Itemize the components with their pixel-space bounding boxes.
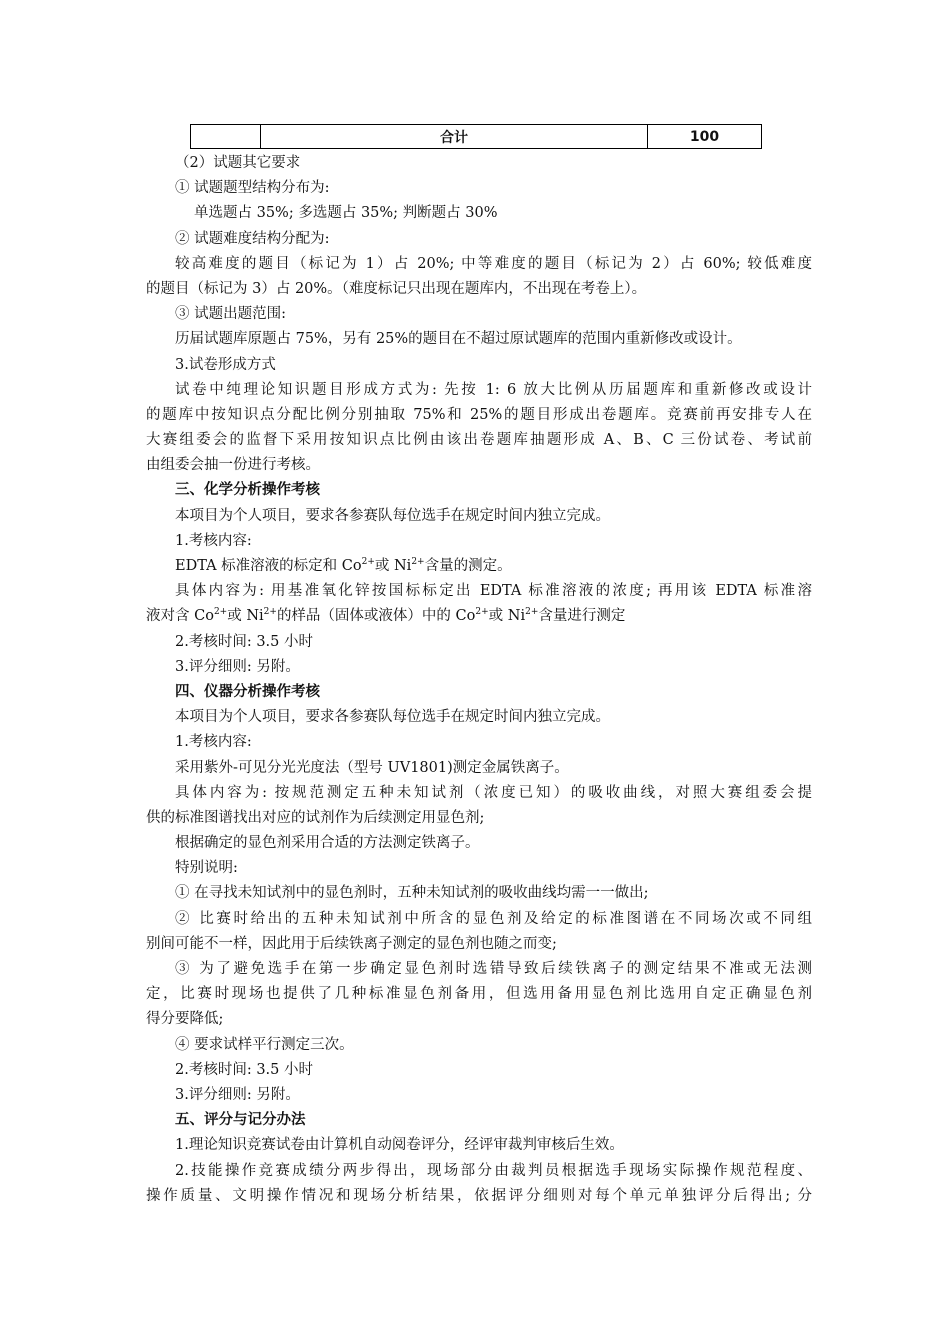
superscript: 2+ (475, 607, 489, 618)
paragraph-line: 1.考核内容: (175, 734, 252, 751)
section-subheading: 3.试卷形成方式 (175, 356, 276, 373)
paragraph-line: 2.考核时间: 3.5 小时 (175, 633, 313, 650)
section-heading-scoring: 五、评分与记分办法 (175, 1112, 306, 1129)
paragraph-line: 的题库中按知识点分配比例分别抽取 75%和 25%的题目形成出卷题库。竞赛前再安排专人在 (146, 406, 812, 423)
paragraph-line (146, 604, 812, 629)
paragraph-line: ① 试题题型结构分布为: (175, 180, 330, 197)
paragraph-line: 本项目为个人项目，要求各参赛队每位选手在规定时间内独立完成。 (175, 709, 610, 726)
paragraph-line: 历届试题库原题占 75%，另有 25%的题目在不超过原试题库的范围内重新修改或设计。 (175, 331, 742, 348)
paragraph-line: 1.考核内容: (175, 532, 252, 549)
text-run: 含量的测定。 (424, 558, 512, 574)
table-row (191, 125, 762, 149)
text-run: 或 Ni (488, 608, 526, 625)
document-body (146, 151, 812, 1209)
paragraph-line: 3.评分细则: 另附。 (175, 1086, 300, 1103)
text-run: 液对含 Co (146, 608, 214, 625)
table-cell-total-label: 合计 (261, 125, 648, 149)
paragraph-line: 2.技能操作竞赛成绩分两步得出，现场部分由裁判员根据选手现场实际操作规范程度、 (175, 1162, 812, 1179)
paragraph-line: ③ 为了避免选手在第一步确定显色剂时选错导致后续铁离子的测定结果不准或无法测 (175, 961, 812, 977)
text-run: 含量进行测定 (538, 608, 626, 625)
paragraph-line: （2）试题其它要求 (175, 155, 301, 171)
paragraph-line: ④ 要求试样平行测定三次。 (175, 1036, 354, 1053)
paragraph-line: 的题目（标记为 3）占 20%。（难度标记只出现在题库内，不出现在考卷上）。 (146, 280, 647, 297)
paragraph-line: 较高难度的题目（标记为 1）占 20%; 中等难度的题目（标记为 2）占 60%; 较低难度 (175, 255, 812, 272)
text-run: EDTA 标准溶液的标定和 Co (175, 558, 362, 574)
paragraph-line: 供的标准图谱找出对应的试剂作为后续测定用显色剂; (146, 809, 485, 826)
text-run: 或 Ni (374, 558, 412, 574)
text-run: 的样品（固体或液体）中的 Co (276, 608, 476, 625)
superscript: 2+ (361, 557, 375, 568)
paragraph-line (146, 554, 812, 579)
paragraph-line: 得分要降低; (146, 1011, 224, 1028)
paragraph-line: 采用紫外-可见分光光度法（型号 UV1801)测定金属铁离子。 (175, 759, 569, 776)
paragraph-line: ③ 试题出题范围: (175, 306, 286, 323)
paragraph-line: 1.理论知识竞赛试卷由计算机自动阅卷评分，经评审裁判审核后生效。 (175, 1137, 624, 1154)
paragraph-line: 具体内容为: 用基准氧化锌按国标标定出 EDTA 标准溶液的浓度; 再用该 EDTA 标准溶 (175, 583, 812, 600)
section-heading-chemical-analysis: 三、化学分析操作考核 (175, 482, 320, 499)
paragraph-line: 单选题占 35%; 多选题占 35%; 判断题占 30% (194, 205, 498, 222)
paragraph-line: 试卷中纯理论知识题目形成方式为: 先按 1: 6 放大比例从历届题库和重新修改或设计 (175, 381, 812, 398)
superscript: 2+ (213, 607, 228, 618)
paragraph-line: 本项目为个人项目，要求各参赛队每位选手在规定时间内独立完成。 (175, 507, 610, 524)
text-run: 或 Ni (227, 608, 264, 625)
paragraph-line: 根据确定的显色剂采用合适的方法测定铁离子。 (175, 835, 480, 852)
paragraph-line: 别间可能不一样，因此用于后续铁离子测定的显色剂也随之而变; (146, 935, 557, 952)
paragraph-line: 具体内容为: 按规范测定五种未知试剂（浓度已知）的吸收曲线，对照大赛组委会提 (175, 784, 812, 801)
paragraph-line: 3.评分细则: 另附。 (175, 658, 300, 675)
paragraph-line: 特别说明: (175, 860, 238, 877)
paragraph-line: ② 试题难度结构分配为: (175, 230, 330, 247)
superscript: 2+ (411, 557, 425, 568)
paragraph-line: ② 比赛时给出的五种未知试剂中所含的显色剂及给定的标准图谱在不同场次或不同组 (175, 910, 812, 927)
score-total-table (190, 124, 762, 149)
table-cell-total-value: 100 (648, 125, 762, 149)
paragraph-line: 定，比赛时现场也提供了几种标准显色剂备用，但选用备用显色剂比选用自定正确显色剂 (146, 986, 812, 1003)
paragraph-line: ① 在寻找未知试剂中的显色剂时，五种未知试剂的吸收曲线均需一一做出; (175, 885, 649, 902)
superscript: 2+ (263, 607, 277, 618)
paragraph-line: 操作质量、文明操作情况和现场分析结果，依据评分细则对每个单元单独评分后得出; 分 (146, 1187, 812, 1204)
section-heading-instrument-analysis: 四、仪器分析操作考核 (175, 683, 320, 700)
table-cell-empty (191, 125, 261, 149)
paragraph-line: 2.考核时间: 3.5 小时 (175, 1061, 313, 1078)
superscript: 2+ (525, 607, 539, 618)
paragraph-line: 大赛组委会的监督下采用按知识点比例由该出卷题库抽题形成 A、B、C 三份试卷、考试前 (146, 432, 812, 449)
paragraph-line: 由组委会抽一份进行考核。 (146, 457, 320, 474)
